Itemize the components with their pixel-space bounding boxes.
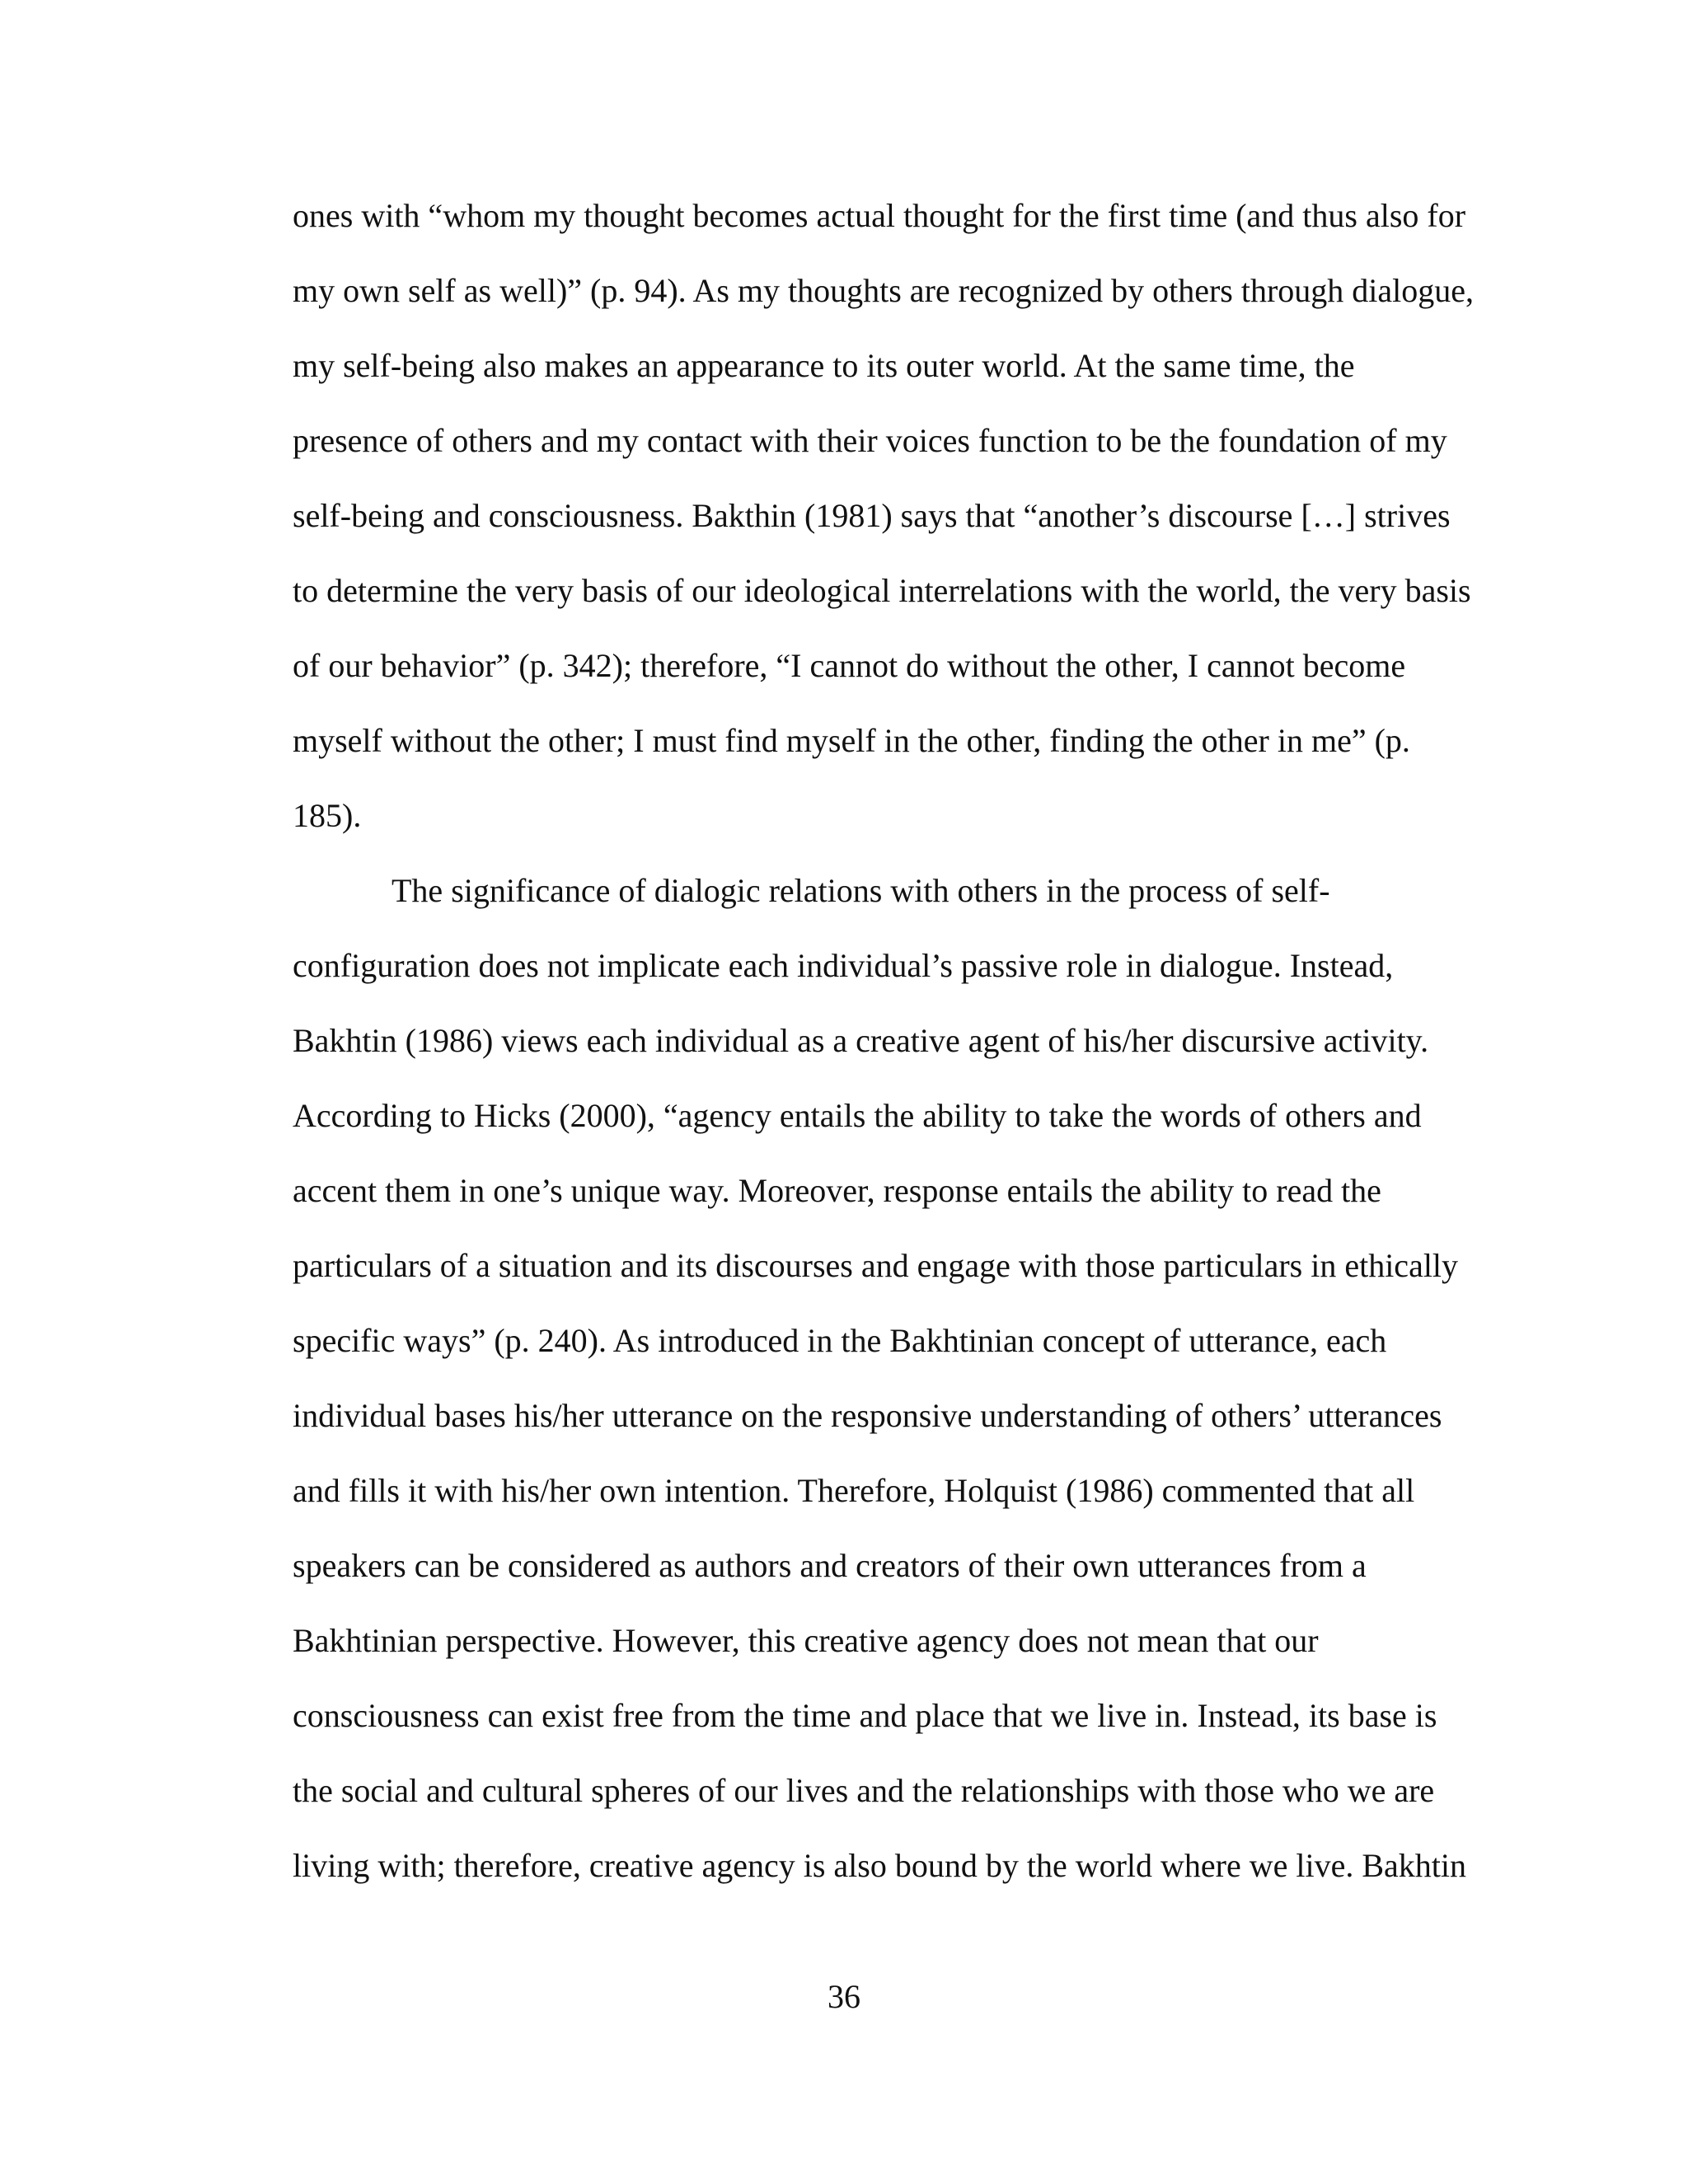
text-line: myself without the other; I must find myself in the other, finding the other in me” (p. <box>293 722 1410 759</box>
text-line: 185). <box>293 797 362 834</box>
text-line: of our behavior” (p. 342); therefore, “I cannot do without the other, I cannot become <box>293 647 1406 684</box>
page-number: 36 <box>828 1978 860 2015</box>
text-line: consciousness can exist free from the time and place that we live in. Instead, its base is <box>293 1697 1437 1734</box>
text-line: presence of others and my contact with their voices function to be the foundation of my <box>293 422 1447 459</box>
text-line: individual bases his/her utterance on the responsive understanding of others’ utterances <box>293 1397 1442 1434</box>
text-line: the social and cultural spheres of our lives and the relationships with those who we are <box>293 1772 1435 1809</box>
text-line: particulars of a situation and its discourses and engage with those particulars in ethically <box>293 1247 1459 1284</box>
text-line: specific ways” (p. 240). As introduced in the Bakhtinian concept of utterance, each <box>293 1322 1387 1359</box>
text-line: configuration does not implicate each individual’s passive role in dialogue. Instead, <box>293 947 1394 984</box>
text-line: to determine the very basis of our ideological interrelations with the world, the very basis <box>293 572 1471 609</box>
text-line: self-being and consciousness. Bakthin (1981) says that “another’s discourse […] strives <box>293 497 1451 534</box>
text-line: my self-being also makes an appearance to its outer world. At the same time, the <box>293 347 1355 384</box>
text-line: living with; therefore, creative agency is also bound by the world where we live. Bakhtin <box>293 1847 1467 1884</box>
text-line: ones with “whom my thought becomes actual thought for the first time (and thus also for <box>293 197 1466 234</box>
paragraph-first-line: The significance of dialogic relations with others in the process of self- <box>392 872 1330 909</box>
text-line: Bakhtinian perspective. However, this creative agency does not mean that our <box>293 1622 1319 1659</box>
text-line: my own self as well)” (p. 94). As my thoughts are recognized by others through dialogue, <box>293 272 1475 309</box>
text-line: accent them in one’s unique way. Moreover, response entails the ability to read the <box>293 1172 1381 1209</box>
text-line: According to Hicks (2000), “agency entails the ability to take the words of others and <box>293 1097 1422 1134</box>
text-line: speakers can be considered as authors and creators of their own utterances from a <box>293 1547 1367 1584</box>
text-line: and fills it with his/her own intention. Therefore, Holquist (1986) commented that all <box>293 1472 1415 1509</box>
text-line: Bakhtin (1986) views each individual as a creative agent of his/her discursive activity. <box>293 1022 1429 1059</box>
